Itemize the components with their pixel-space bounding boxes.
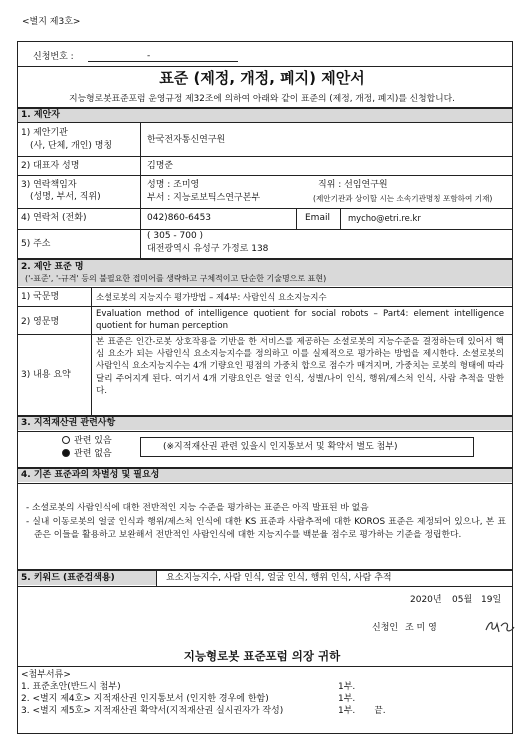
org-label-sub: (사, 단체, 개인) 명칭 <box>30 141 113 151</box>
divider <box>17 666 513 667</box>
application-number-field[interactable] <box>88 61 238 62</box>
english-name-label: 2) 영문명 <box>21 317 60 327</box>
application-number-value: - <box>147 51 151 61</box>
contact-dept-note: (제안기관과 상이할 시는 소속기관명칭 포함하여 기재) <box>313 194 493 203</box>
korean-name-label: 1) 국문명 <box>21 292 60 302</box>
contact-position: 직위 : 선임연구원 <box>318 180 388 190</box>
attachment-item-1: 1. 표준초안(반드시 첨부) <box>21 682 121 692</box>
section1-header-bg <box>18 108 512 122</box>
divider <box>17 66 513 67</box>
contact-name: 성명 : 조미영 <box>147 180 200 190</box>
address-zip: ( 305 - 700 ) <box>147 231 204 241</box>
radio-selected-icon[interactable] <box>62 449 70 457</box>
divider <box>17 208 513 209</box>
section2-note: ('-표준', '-규격' 등의 불필요한 접미어를 생략하고 구체적이고 단순한 기술명으로 표현) <box>25 274 327 283</box>
divider <box>17 122 513 123</box>
signature-image <box>483 616 517 638</box>
divider <box>17 334 513 335</box>
date-year: 2020년 <box>410 595 442 605</box>
application-number-label: 신청번호 : <box>33 52 74 62</box>
section1-heading: 1. 제안자 <box>21 110 60 120</box>
divider <box>140 122 141 258</box>
rep-value: 김명준 <box>147 161 174 171</box>
korean-name-value: 소셜로봇의 지능지수 평가방법 – 제4부: 사람인식 요소지능지수 <box>96 292 327 302</box>
address-value: 대전광역시 유성구 가정로 138 <box>147 244 269 254</box>
section4-heading: 4. 기존 표준과의 차별성 및 필요성 <box>21 470 160 480</box>
divider <box>17 229 513 230</box>
divider <box>17 306 513 307</box>
address-label: 5) 주소 <box>21 239 51 249</box>
section5-heading: 5. 키워드 (표준검색용) <box>21 573 115 583</box>
form-label: <별지 제3호> <box>22 17 81 27</box>
attachment-item-3: 3. <별지 제5호> 지적재산권 확약서(지적재산권 실시권자가 작성) <box>21 706 284 716</box>
contact-dept: 부서 : 지능로보틱스연구본부 <box>147 193 261 203</box>
contact-label: 3) 연락책임자 <box>21 180 77 190</box>
divider <box>156 569 157 586</box>
summary-label: 3) 내용 요약 <box>21 370 71 380</box>
attachment-end: 끝. <box>374 706 386 716</box>
phone-value: 042)860-6453 <box>147 213 212 223</box>
phone-label: 4) 연락처 (전화) <box>21 213 87 223</box>
page-title: 표준 (제정, 개정, 폐지) 제안서 <box>159 69 365 87</box>
org-label: 1) 제안기관 <box>21 128 68 138</box>
contact-label-sub: (성명, 부서, 직위) <box>30 192 101 202</box>
divider <box>296 208 297 229</box>
divider <box>17 107 513 109</box>
ip-option-no-label: 관련 없음 <box>74 449 112 459</box>
applicant-name: 조 미 영 <box>405 623 437 633</box>
attachment-count-1: 1부. <box>338 682 356 692</box>
divider <box>17 156 513 157</box>
radio-icon[interactable] <box>62 436 70 444</box>
divider <box>17 483 513 484</box>
section3-heading: 3. 지적재산권 관련사항 <box>21 418 116 428</box>
section4-bullet-1: - 소셜로봇의 사람인식에 대한 전반적인 지능 수준을 평가하는 표준은 아직 발표된 바 없음 <box>26 503 369 513</box>
divider <box>17 569 513 571</box>
org-value: 한국전자통신연구원 <box>147 135 226 145</box>
addressee: 지능형로봇 표준포럼 의장 귀하 <box>183 649 341 663</box>
divider <box>17 431 513 432</box>
ip-option-no[interactable] <box>62 448 112 460</box>
divider <box>17 258 513 260</box>
divider <box>17 586 513 587</box>
date-month: 05월 <box>452 595 473 605</box>
divider <box>340 208 341 229</box>
email-label: Email <box>305 213 330 223</box>
attachment-count-3: 1부. <box>338 706 356 716</box>
summary-value: 본 표준은 인간-로봇 상호작용을 기반을 한 서비스를 제공하는 소셜로봇의 지능수준을 결정하는데 있어서 핵심 요소가 되는 사람인식 요소지능지수를 정의하고 이를 실제적으로 평가하는 방법을 제시한다. 소셜로봇의 사람인식 요소지능지수는 4개 기량요인 평점의 가중치 합으로 점수가 매겨지며, 가중치는 로봇의 형태에 따라 달리 주어지게 된다. 여기서 4개 기량요인은 얼굴 인식, 성별/나이 인식, 행위/제스처 인식, 사람 추적을 말한다. <box>96 337 504 396</box>
section2-heading: 2. 제안 표준 명 <box>21 262 84 272</box>
divider <box>17 175 513 176</box>
attachment-item-2: 2. <별지 제4호> 지적재산권 인지통보서 (인지한 경우에 한함) <box>21 694 269 704</box>
intro-text: 지능형로봇표준포럼 운영규정 제32조에 의하여 아래와 같이 표준의 (제정, 개정, 폐지)를 신청합니다. <box>69 94 455 104</box>
english-name-value: Evaluation method of intelligence quotient for social robots – Part4: element intelligence quotient for human perception <box>96 309 504 331</box>
ip-note: (※지적재산권 관련 있을시 인지통보서 및 확약서 별도 첨부) <box>163 442 398 452</box>
attachment-count-2: 1부. <box>338 694 356 704</box>
applicant-label: 신청인 <box>372 623 399 633</box>
keywords-value: 요소지능지수, 사람 인식, 얼굴 인식, 행위 인식, 사람 추적 <box>166 573 392 583</box>
rep-label: 2) 대표자 성명 <box>21 161 80 171</box>
email-value[interactable]: mycho@etri.re.kr <box>348 213 421 223</box>
ip-option-yes[interactable] <box>62 435 112 447</box>
date-day: 19일 <box>481 595 502 605</box>
section4-bullet-2: - 실내 이동로봇의 얼굴 인식과 행위/제스처 인식에 대한 KS 표준과 사람추적에 대한 KOROS 표준은 제정되어 있으나, 본 표준은 이들을 활용하고 보완해서 전반적인 사람인식에 대한 지능지수를 백분율 점수로 평가하는 기준을 정립한다. <box>26 517 506 540</box>
ip-option-yes-label: 관련 있음 <box>74 436 112 446</box>
attachments-heading: <첨부서류> <box>21 670 71 680</box>
